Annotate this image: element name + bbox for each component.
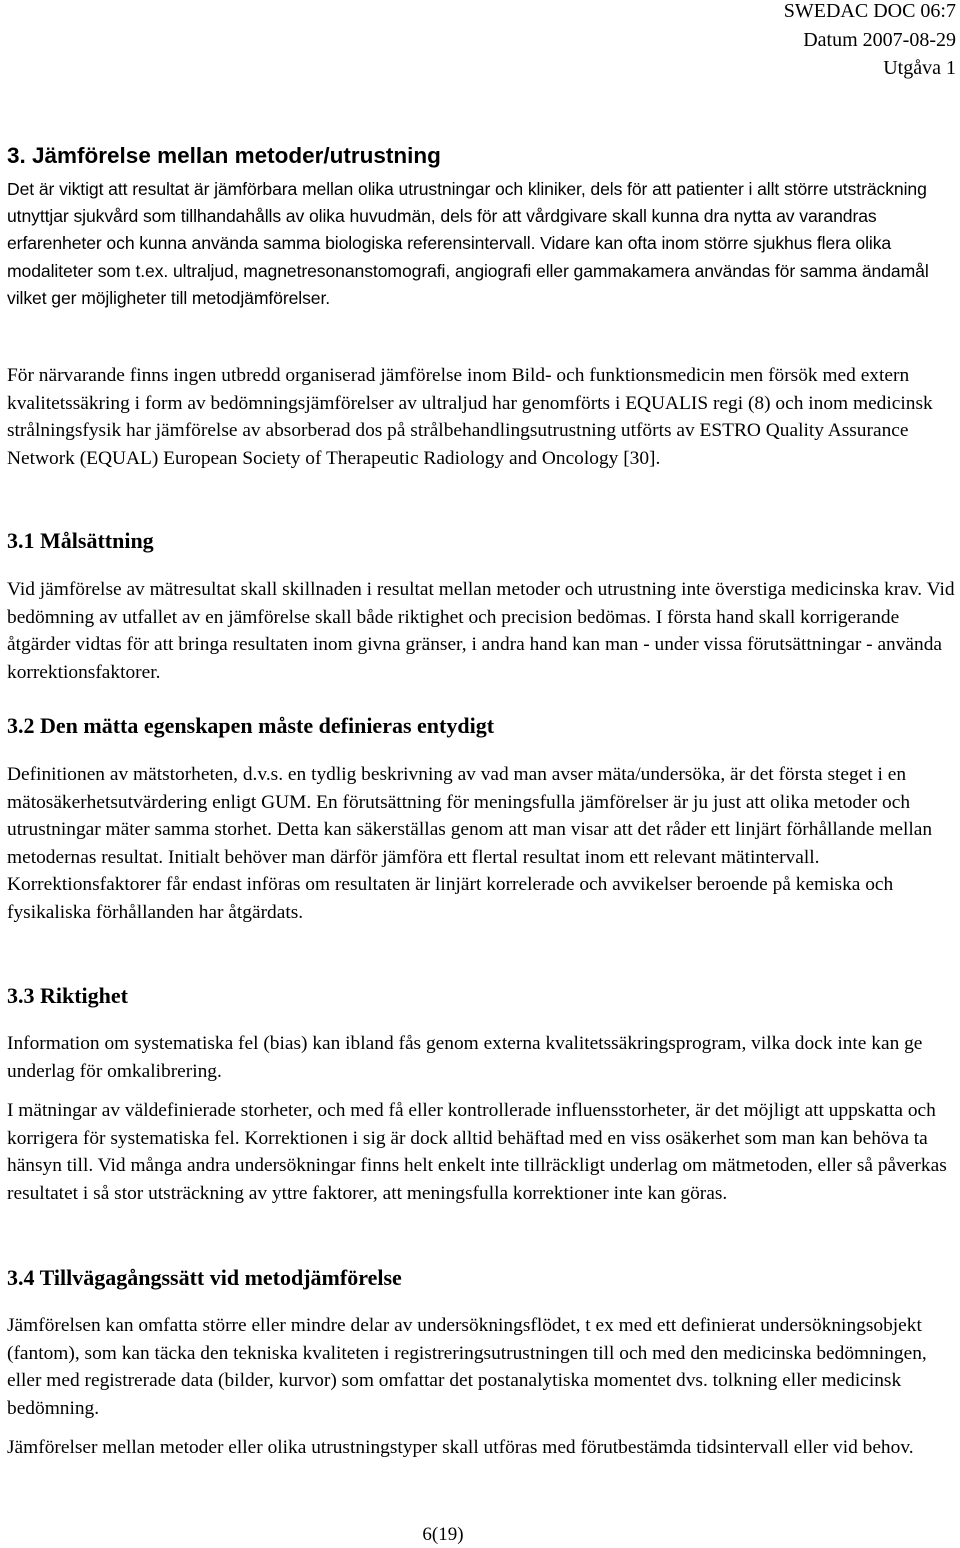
section-3-2-paragraph-1: Definitionen av mätstorheten, d.v.s. en tydlig beskrivning av vad man avser mäta/undersöka, är det första steget i en mätosäkerhetsutvärdering enligt GUM. En förutsättning för meningsfulla jämförelser är ju just att olika metoder och utrustningar mäter samma storhet. Detta kan säkerställas genom att man visar att det råder ett linjärt förhållande mellan metodernas resultat. Initialt behöver man därför jämföra ett flertal resultat inom ett relevant mätintervall. Korrektionsfaktorer får endast införas om resultaten är linjärt korrelerade och avvikelser beroende på kemiska och fysikaliska förhållanden har åtgärdats. [7,764,933,923]
section-3-paragraph-1: Det är viktigt att resultat är jämförbara mellan olika utrustningar och kliniker, dels för att patienter i allt större utsträckning utnyttjar sjukvård som tillhandahålls av olika huvudmän, dels för att vårdgivare skall kunna dra nytta av varandras erfarenheter och kunna använda samma biologiska referensintervall. Vidare kan ofta inom större sjukhus flera olika modaliteter som t.ex. ultraljud, magnetresonanstomografi, angiografi eller gammakamera användas för samma ändamål vilket ger möjligheter till metodjämförelser. [7,179,929,308]
section-3-2-heading: 3.2 Den mätta egenskapen måste definieras entydigt [7,713,495,738]
section-3-4-paragraph-2: Jämförelser mellan metoder eller olika utrustningstyper skall utföras med förutbestämda tidsintervall eller vid behov. [7,1437,914,1458]
section-3-1-paragraph-1: Vid jämförelse av mätresultat skall skillnaden i resultat mellan metoder och utrustning inte överstiga medicinska krav. Vid bedömning av utfallet av en jämförelse skall både riktighet och precision bedömas. I första hand skall korrigerande åtgärder vidtas för att bringa resultaten inom givna gränser, i andra hand kan man - under vissa förutsättningar - använda korrektionsfaktorer. [7,579,955,683]
header-date: Datum 2007-08-29 [803,29,956,51]
page-number: 6(19) [422,1524,464,1545]
section-3-4-paragraph-1: Jämförelsen kan omfatta större eller mindre delar av undersökningsflödet, t ex med ett definierat undersökningsobjekt (fantom), som kan täcka den tekniska kvaliteten i registreringsutrustningen till och med den medicinska bedömningen, eller med registrerade data (bilder, kurvor) som omfattar det postanalytiska momentet dvs. tolkning eller medicinsk bedömning. [7,1315,927,1419]
section-3-1-heading: 3.1 Målsättning [7,528,154,553]
section-3-3-paragraph-1: Information om systematiska fel (bias) kan ibland fås genom externa kvalitetssäkringsprogram, vilka dock inte kan ge underlag för omkalibrering. [7,1033,923,1082]
section-3-3-paragraph-2: I mätningar av väldefinierade storheter, och med få eller kontrollerade influensstorheter, är det möjligt att uppskatta och korrigera för systematiska fel. Korrektionen i sig är dock alltid behäftad med en viss osäkerhet som man kan behöva ta hänsyn till. Vid många andra undersökningar finns helt enkelt inte tillräckligt underlag om mätmetoden, eller så påverkas resultatet i så stor utsträckning av yttre faktorer, att meningsfulla korrektioner inte kan göras. [7,1100,947,1204]
section-3-4-heading: 3.4 Tillvägagångssätt vid metodjämförelse [7,1265,402,1290]
header-doc-id: SWEDAC DOC 06:7 [783,0,956,22]
section-3-paragraph-2: För närvarande finns ingen utbredd organiserad jämförelse inom Bild- och funktionsmedicin men försök med extern kvalitetssäkring i form av bedömningsjämförelser av ultraljud har genomförts i EQUALIS regi (8) och inom medicinsk strålningsfysik har jämförelse av absorberad dos på strålbehandlingsutrustning utförts av ESTRO Quality Assurance Network (EQUAL) European Society of Therapeutic Radiology and Oncology [30]. [7,365,933,469]
section-3-heading: 3. Jämförelse mellan metoder/utrustning [7,143,441,168]
section-3-3-heading: 3.3 Riktighet [7,983,128,1008]
header-edition: Utgåva 1 [883,57,956,79]
